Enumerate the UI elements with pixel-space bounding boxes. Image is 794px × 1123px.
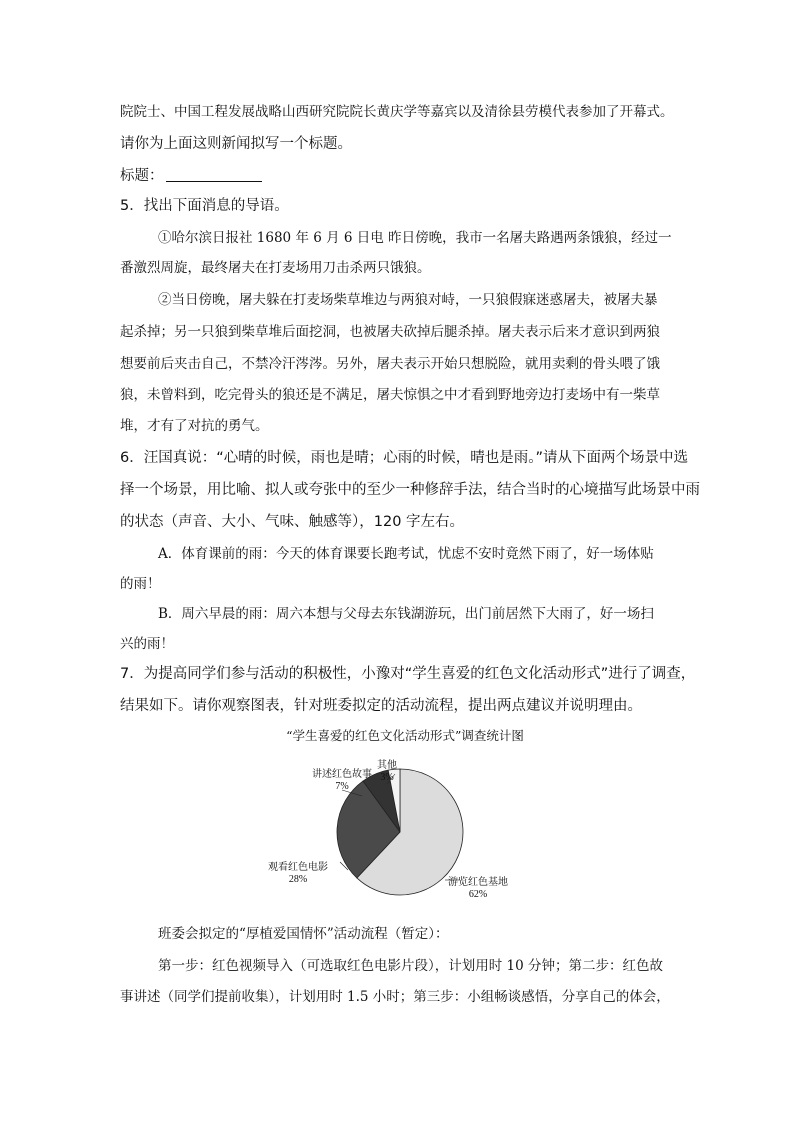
option-a-line: 的雨！ bbox=[120, 576, 161, 592]
activity-step-line: 事讲述（同学们提前收集），计划用时 1.5 小时；第三步：小组畅谈感悟，分享自己的体会， bbox=[120, 989, 670, 1005]
chart-title: “学生喜爱的红色文化活动形式”调查统计图 bbox=[286, 728, 524, 743]
news-paragraph-2-line: 想要前后夹击自己，不禁冷汗涔涔。另外，屠夫表示开始只想脱险，就用卖剩的骨头喂了饿 bbox=[120, 356, 660, 372]
activity-plan-heading: 班委会拟定的“厚植爱国情怀”活动流程（暂定）： bbox=[158, 926, 449, 942]
news-paragraph-2-line: 起杀掉；另一只狼到柴草堆后面挖洞，也被屠夫砍掉后腿杀掉。屠夫表示后来才意识到两狼 bbox=[120, 324, 660, 340]
question-7-line: 结果如下。请你观察图表，针对班委拟定的活动流程，提出两点建议并说明理由。 bbox=[120, 698, 642, 714]
option-b-line: B．周六早晨的雨：周六本想与父母去东钱湖游玩，出门前居然下大雨了，好一场扫 bbox=[158, 606, 654, 622]
news-paragraph-2-line: 堆，才有了对抗的勇气。 bbox=[120, 418, 269, 434]
option-a-line: A．体育课前的雨：今天的体育课要长跑考试，忧虑不安时竟然下雨了，好一场体贴 bbox=[158, 546, 654, 562]
title-blank[interactable] bbox=[166, 167, 262, 182]
news-paragraph-2-line: ②当日傍晚，屠夫躲在打麦场柴草堆边与两狼对峙，一只狼假寐迷惑屠夫，被屠夫暴 bbox=[158, 292, 658, 308]
activity-step-line: 第一步：红色视频导入（可选取红色电影片段），计划用时 10 分钟；第二步：红色故 bbox=[158, 958, 664, 974]
question-6-line: 的状态（声音、大小、气味、触感等），120 字左右。 bbox=[120, 514, 465, 530]
question-5: 5．找出下面消息的导语。 bbox=[120, 198, 289, 214]
question-7-line: 7．为提高同学们参与活动的积极性，小豫对“学生喜爱的红色文化活动形式”进行了调查， bbox=[120, 666, 696, 682]
slice-category-label: 其他 bbox=[377, 760, 397, 771]
slice-value-label: 28% bbox=[288, 874, 308, 885]
question-prompt: 请你为上面这则新闻拟写一个标题。 bbox=[120, 136, 352, 152]
slice-value-label: 62% bbox=[468, 889, 488, 900]
news-paragraph-2-line: 狼，未曾料到，吃完骨头的狼还是不满足，屠夫惊惧之中才看到野地旁边打麦场中有一柴草 bbox=[120, 387, 660, 403]
title-label: 标题： bbox=[120, 168, 164, 184]
news-last-line: 院院士、中国工程发展战略山西研究院院长黄庆学等嘉宾以及清徐县劳模代表参加了开幕式。 bbox=[120, 104, 674, 120]
slice-value-label: 3% bbox=[380, 772, 394, 783]
option-b-line: 兴的雨！ bbox=[120, 636, 174, 652]
slice-value-label: 7% bbox=[335, 781, 349, 792]
question-6-line: 择一个场景，用比喻、拟人或夸张中的至少一种修辞手法，结合当时的心境描写此场景中雨 bbox=[120, 482, 700, 498]
title-answer-line bbox=[120, 166, 690, 186]
slice-category-label: 游览红色基地 bbox=[448, 877, 508, 888]
news-paragraph-1-line: 番激烈周旋，最终屠夫在打麦场用刀击杀两只饿狼。 bbox=[120, 260, 431, 276]
slice-category-label: 讲述红色故事 bbox=[312, 769, 372, 780]
question-6-line: 6．汪国真说：“心晴的时候，雨也是晴；心雨的时候，晴也是雨。”请从下面两个场景中选 bbox=[120, 450, 688, 466]
slice-category-label: 观看红色电影 bbox=[268, 862, 328, 873]
news-paragraph-1-line: ①哈尔滨日报社 1680 年 6 月 6 日电 昨日傍晚，我市一名屠夫路遇两条饿狼，经过一 bbox=[158, 230, 672, 246]
pie-chart bbox=[250, 752, 550, 910]
